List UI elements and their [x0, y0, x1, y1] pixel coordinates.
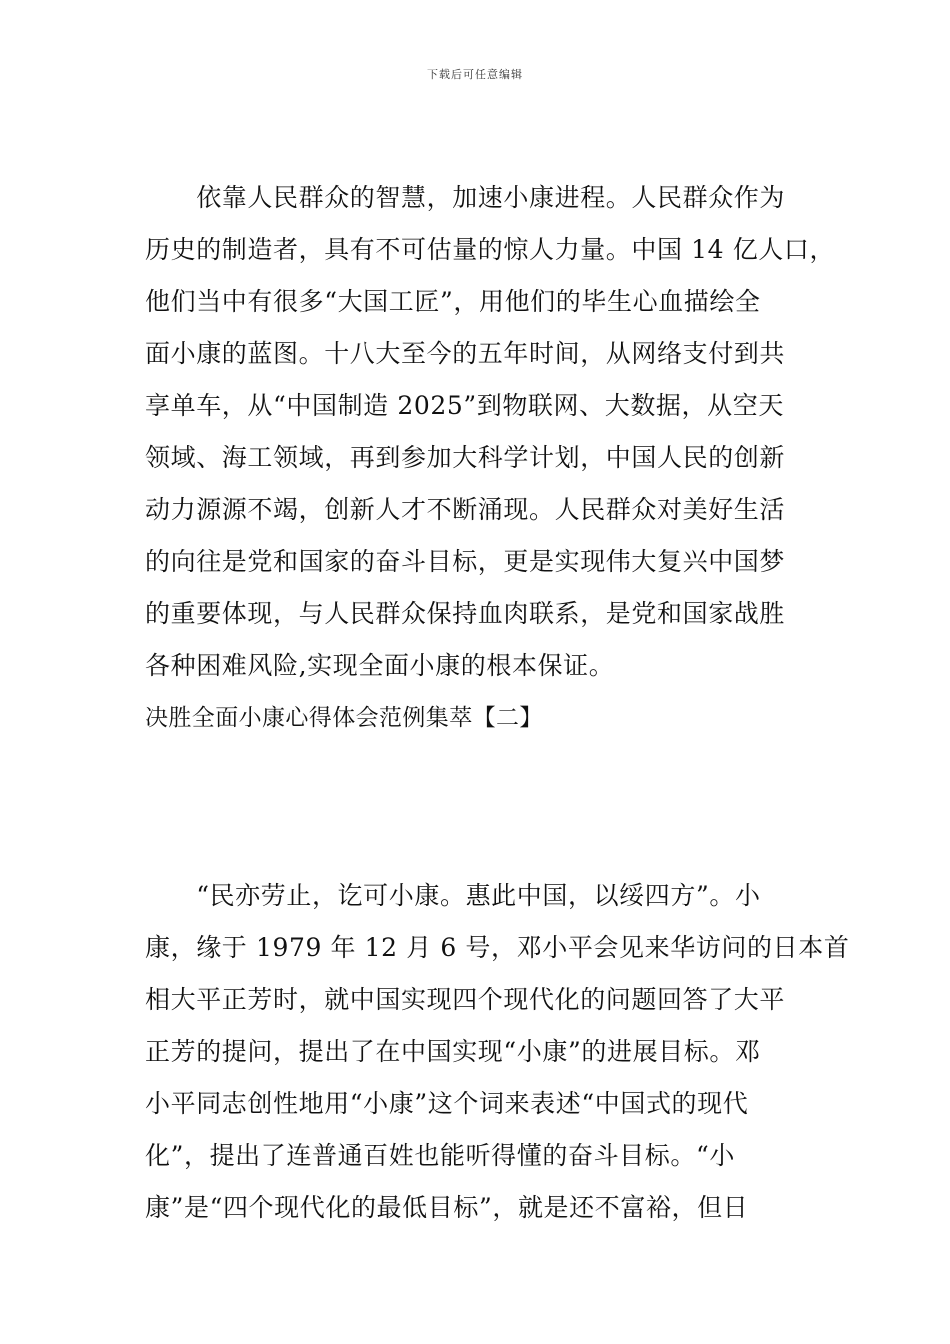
paragraph-line: 康”是“四个现代化的最低目标”，就是还不富裕，但日 [145, 1193, 749, 1222]
paragraph-line: 的重要体现，与人民群众保持血肉联系，是党和国家战胜 [145, 599, 786, 628]
paragraph-line: 动力源源不竭，创新人才不断涌现。人民群众对美好生活 [145, 495, 786, 524]
paragraph-line: 面小康的蓝图。十八大至今的五年时间，从网络支付到共 [145, 339, 786, 368]
paragraph-line: 历史的制造者，具有不可估量的惊人力量。中国 14 亿人口， [145, 235, 836, 264]
paragraph-2 [145, 870, 850, 1234]
paragraph-line: 康，缘于 1979 年 12 月 6 号，邓小平会见来华访问的日本首 [145, 933, 850, 962]
header-note: 下载后可任意编辑 [427, 68, 523, 81]
paragraph-line: 各种困难风险,实现全面小康的根本保证。 [145, 651, 615, 680]
paragraph-line: “民亦劳止，讫可小康。惠此中国，以绥四方”。小 [145, 881, 761, 910]
paragraph-line: 他们当中有很多“大国工匠”，用他们的毕生心血描绘全 [145, 287, 761, 316]
section-heading: 决胜全面小康心得体会范例集萃【二】 [145, 705, 543, 731]
paragraph-line: 相大平正芳时，就中国实现四个现代化的问题回答了大平 [145, 985, 786, 1014]
paragraph-line: 领域、海工领域，再到参加大科学计划，中国人民的创新 [145, 443, 786, 472]
paragraph-line: 化”，提出了连普通百姓也能听得懂的奋斗目标。“小 [145, 1141, 735, 1170]
paragraph-line: 的向往是党和国家的奋斗目标，更是实现伟大复兴中国梦 [145, 547, 786, 576]
paragraph-line: 小平同志创性地用“小康”这个词来表述“中国式的现代 [145, 1089, 749, 1118]
paragraph-line: 享单车，从“中国制造 2025”到物联网、大数据，从空天 [145, 391, 784, 420]
paragraph-1 [145, 172, 836, 692]
paragraph-line: 正芳的提问，提出了在中国实现“小康”的进展目标。邓 [145, 1037, 761, 1066]
paragraph-line: 依靠人民群众的智慧，加速小康进程。人民群众作为 [145, 183, 786, 212]
